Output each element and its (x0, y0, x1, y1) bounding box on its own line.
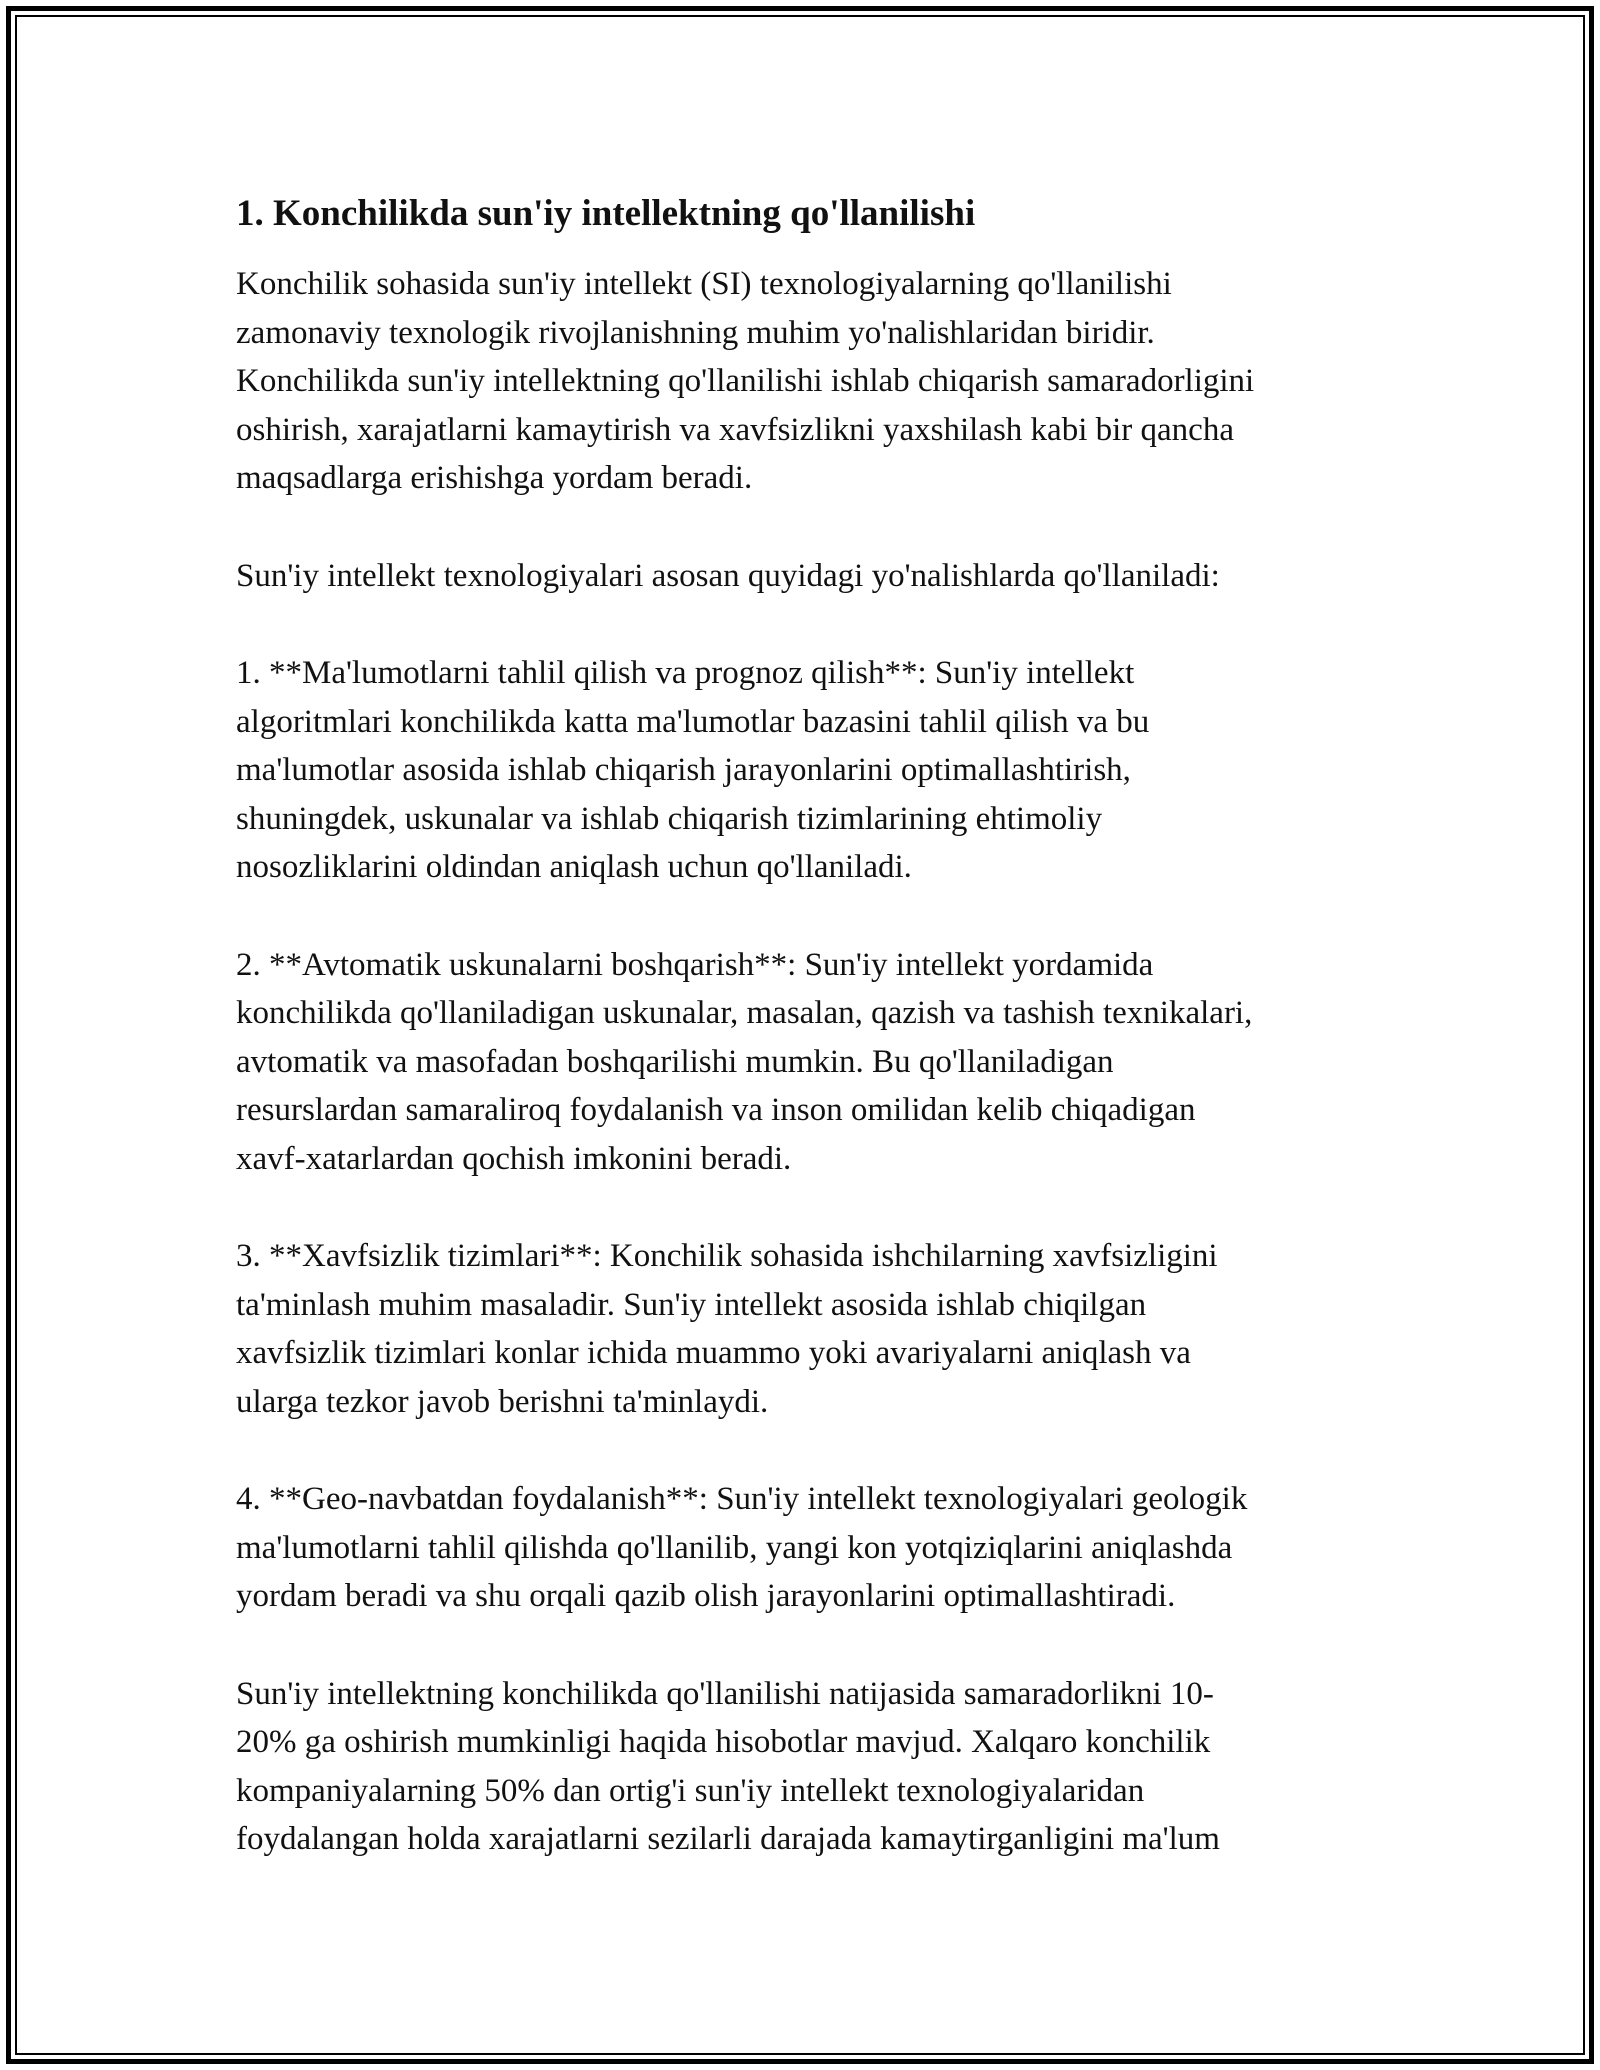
text-line: 4. **Geo-navbatdan foydalanish**: Sun'iy intellekt texnologiyalari geologik (236, 1481, 1248, 1517)
text-line: resurslardan samaraliroq foydalanish va inson omilidan kelib chiqadigan (236, 1092, 1196, 1128)
text-line: 3. **Xavfsizlik tizimlari**: Konchilik sohasida ishchilarning xavfsizligini (236, 1238, 1218, 1274)
text-line: ma'lumotlarni tahlil qilishda qo'llanilib, yangi kon yotqiziqlarini aniqlashda (236, 1529, 1233, 1566)
text-line: 2. **Avtomatik uskunalarni boshqarish**: Sun'iy intellekt yordamida (236, 946, 1154, 983)
list-item-2 (236, 941, 1386, 1184)
document-body (236, 186, 1386, 1913)
text-line: shuningdek, uskunalar va ishlab chiqarish tizimlarining ehtimoliy (236, 800, 1103, 837)
text-line: Konchilik sohasida sun'iy intellekt (SI) texnologiyalarning qo'llanilishi (236, 266, 1172, 302)
text-line: Sun'iy intellekt texnologiyalari asosan quyidagi yo'nalishlarda qo'llaniladi: (236, 557, 1220, 594)
text-line: xavfsizlik tizimlari konlar ichida muammo yoki avariyalarni aniqlash va (236, 1335, 1191, 1371)
text-line: yordam beradi va shu orqali qazib olish jarayonlarini optimallashtiradi. (236, 1578, 1176, 1614)
text-line: 1. **Ma'lumotlarni tahlil qilish va prognoz qilish**: Sun'iy intellekt (236, 655, 1135, 691)
text-line: ta'minlash muhim masaladir. Sun'iy intellekt asosida ishlab chiqilgan (236, 1286, 1147, 1323)
text-line: nosozliklarini oldindan aniqlash uchun qo'llaniladi. (236, 849, 912, 885)
text-line: xavf-xatarlardan qochish imkonini beradi. (236, 1140, 792, 1177)
paragraph-conclusion (236, 1670, 1386, 1864)
text-line: avtomatik va masofadan boshqarilishi mumkin. Bu qo'llaniladigan (236, 1043, 1114, 1080)
text-line: ularga tezkor javob berishni ta'minlaydi. (236, 1383, 769, 1420)
paragraph-list-intro (236, 552, 1386, 601)
text-line: zamonaviy texnologik rivojlanishning muhim yo'nalishlaridan biridir. (236, 314, 1155, 351)
list-item-3 (236, 1232, 1386, 1426)
text-line: oshirish, xarajatlarni kamaytirish va xavfsizlikni yaxshilash kabi bir qancha (236, 411, 1234, 448)
text-line: Konchilikda sun'iy intellektning qo'llanilishi ishlab chiqarish samaradorligini (236, 363, 1255, 399)
text-line: konchilikda qo'llaniladigan uskunalar, masalan, qazish va tashish texnikalari, (236, 995, 1253, 1031)
text-line: Sun'iy intellektning konchilikda qo'llanilishi natijasida samaradorlikni 10- (236, 1675, 1214, 1712)
list-item-1 (236, 649, 1386, 892)
text-line: kompaniyalarning 50% dan ortig'i sun'iy intellekt texnologiyalaridan (236, 1772, 1145, 1809)
paragraph-intro (236, 260, 1386, 503)
list-item-4 (236, 1475, 1386, 1621)
text-line: maqsadlarga erishishga yordam beradi. (236, 460, 753, 496)
text-line: algoritmlari konchilikda katta ma'lumotlar bazasini tahlil qilish va bu (236, 703, 1150, 740)
text-line: 20% ga oshirish mumkinligi haqida hisobotlar mavjud. Xalqaro konchilik (236, 1724, 1211, 1760)
section-heading: 1. Konchilikda sun'iy intellektning qo'llanilishi (236, 193, 976, 234)
text-line: ma'lumotlar asosida ishlab chiqarish jarayonlarini optimallashtirish, (236, 752, 1131, 788)
text-line: foydalangan holda xarajatlarni sezilarli darajada kamaytirganligini ma'lum (236, 1821, 1220, 1857)
